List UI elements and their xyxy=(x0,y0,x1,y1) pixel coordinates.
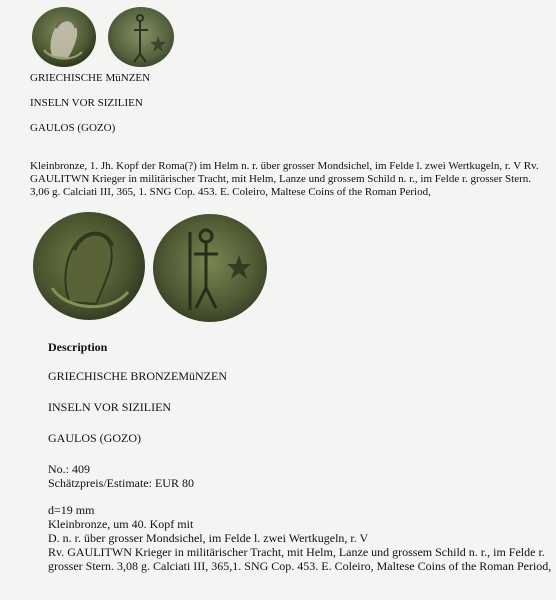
description-region: INSELN VOR SIZILIEN xyxy=(48,400,172,414)
header-city: GAULOS (GOZO) xyxy=(30,122,116,134)
coin-obverse-small-image xyxy=(30,6,98,68)
coin-reverse-small-image xyxy=(106,6,176,68)
coin-diameter: d=19 mm xyxy=(48,503,95,517)
header-category: GRIECHISCHE MüNZEN xyxy=(30,72,151,84)
coin-reverse-large-image xyxy=(150,212,270,324)
header-region: INSELN VOR SIZILIEN xyxy=(30,97,143,109)
description-category: GRIECHISCHE BRONZEMüNZEN xyxy=(48,369,227,383)
coin-obverse-large-image xyxy=(30,210,148,322)
description-line-b: D. n. r. über grosser Mondsichel, im Felde l. zwei Wertkugeln, r. V xyxy=(48,531,369,545)
lot-number: No.: 409 xyxy=(48,462,90,476)
description-city: GAULOS (GOZO) xyxy=(48,431,141,445)
description-reverse: Rv. GAULITWN Krieger in militärischer Tracht, mit Helm, Lanze und grossem Schild n. r., im Felde r. grosser Stern. 3,08 g. Calciati III, 365,1. SNG Cop. 453. E. Coleiro, Maltese Coins of the Roman Period, xyxy=(48,545,552,573)
summary-paragraph: Kleinbronze, 1. Jh. Kopf der Roma(?) im Helm n. r. über grosser Mondsichel, im Felde l. zwei Wertkugeln, r. V Rv. GAULITWN Krieger in militärischer Tracht, mit Helm, Lanze und grossem Schild n. r., im Felde r. grosser Stern. 3,06 g. Calciati III, 365, 1. SNG Cop. 453. E. Coleiro, Maltese Coins of the Roman Period, xyxy=(30,160,539,198)
description-line-a: Kleinbronze, um 40. Kopf mit xyxy=(48,517,194,531)
estimate: Schätzpreis/Estimate: EUR 80 xyxy=(48,476,194,490)
description-heading: Description xyxy=(48,340,108,354)
